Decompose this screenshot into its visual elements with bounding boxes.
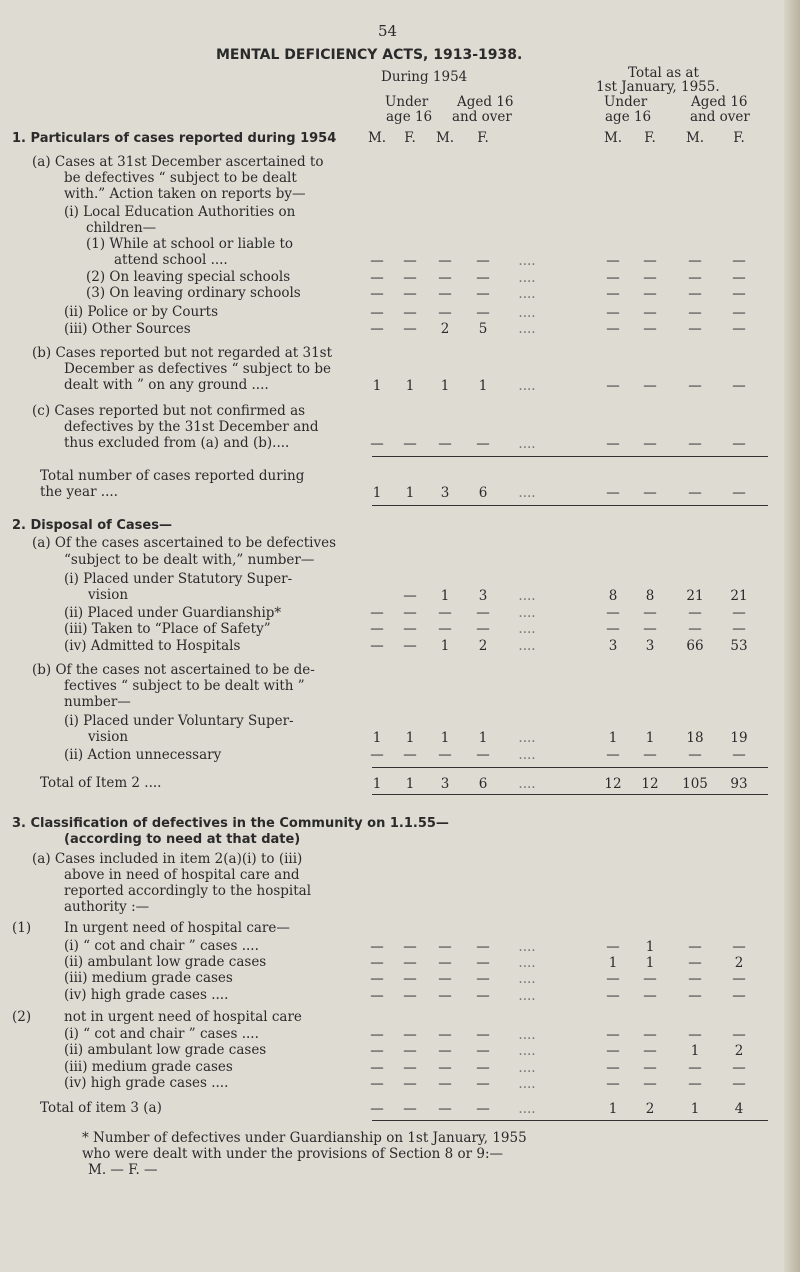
table-cell: — bbox=[403, 971, 417, 987]
header-andover-a: and over bbox=[452, 109, 512, 125]
s1-r3-label: (3) On leaving ordinary schools bbox=[86, 285, 301, 301]
table-cell: — bbox=[732, 378, 746, 394]
table-cell: 1 bbox=[440, 730, 450, 746]
leader-dots: .... bbox=[518, 588, 536, 604]
s3-n3-label: (iii) medium grade cases bbox=[64, 1059, 233, 1075]
table-cell: — bbox=[732, 939, 746, 955]
table-cell: — bbox=[403, 1027, 417, 1043]
table-cell: — bbox=[438, 605, 452, 621]
table-cell: — bbox=[732, 253, 746, 269]
table-cell: 2 bbox=[734, 955, 744, 971]
table-cell: — bbox=[476, 1060, 490, 1076]
table-cell: — bbox=[370, 955, 384, 971]
sex-header-6: M. bbox=[685, 130, 705, 146]
s1-end-rule bbox=[372, 505, 768, 506]
table-cell: 19 bbox=[730, 730, 748, 746]
footnote-line3: M. — F. — bbox=[88, 1162, 158, 1178]
table-cell: — bbox=[476, 939, 490, 955]
header-andover-b: and over bbox=[690, 109, 750, 125]
table-cell: — bbox=[732, 747, 746, 763]
leader-dots: .... bbox=[518, 321, 536, 337]
s3-a-line3: reported accordingly to the hospital bbox=[64, 883, 312, 899]
s2-bii-label: (ii) Action unnecessary bbox=[64, 747, 222, 763]
table-cell: 1 bbox=[405, 485, 415, 501]
header-total-1: Total as at bbox=[628, 65, 699, 81]
s1-riii-label: (iii) Other Sources bbox=[64, 321, 191, 337]
sex-header-7: F. bbox=[733, 130, 745, 146]
leader-dots: .... bbox=[518, 305, 536, 321]
s2-bi-line2: vision bbox=[88, 729, 129, 745]
table-cell: — bbox=[476, 286, 490, 302]
page-title: MENTAL DEFICIENCY ACTS, 1913-1938. bbox=[216, 47, 523, 63]
table-cell: — bbox=[732, 485, 746, 501]
table-cell: 3 bbox=[478, 588, 488, 604]
table-cell: — bbox=[370, 638, 384, 654]
table-cell: — bbox=[476, 1043, 490, 1059]
table-cell: — bbox=[403, 747, 417, 763]
table-cell: 21 bbox=[730, 588, 748, 604]
s1-r2-label: (2) On leaving special schools bbox=[86, 269, 291, 285]
table-cell: — bbox=[732, 321, 746, 337]
table-cell: — bbox=[370, 1060, 384, 1076]
s2-b-line2: fectives “ subject to be dealt with ” bbox=[64, 678, 305, 694]
table-cell: — bbox=[643, 1060, 657, 1076]
leader-dots: .... bbox=[518, 1043, 536, 1059]
table-cell: 8 bbox=[608, 588, 618, 604]
table-cell: — bbox=[688, 305, 702, 321]
table-cell: — bbox=[688, 253, 702, 269]
leader-dots: .... bbox=[518, 621, 536, 637]
table-cell: — bbox=[476, 605, 490, 621]
s3-u2-label: (ii) ambulant low grade cases bbox=[64, 954, 267, 970]
sex-header-5: F. bbox=[644, 130, 656, 146]
table-cell: — bbox=[403, 605, 417, 621]
table-cell: — bbox=[438, 286, 452, 302]
table-cell: 93 bbox=[730, 776, 748, 792]
table-cell: 4 bbox=[734, 1101, 744, 1117]
table-cell: — bbox=[438, 939, 452, 955]
sex-header-2: M. bbox=[435, 130, 455, 146]
table-cell: — bbox=[476, 971, 490, 987]
table-cell: — bbox=[688, 988, 702, 1004]
table-cell: — bbox=[403, 939, 417, 955]
leader-dots: .... bbox=[518, 1027, 536, 1043]
table-cell: — bbox=[606, 485, 620, 501]
table-cell: — bbox=[606, 1043, 620, 1059]
header-total-2: 1st January, 1955. bbox=[596, 79, 720, 95]
table-cell: — bbox=[643, 988, 657, 1004]
table-cell: — bbox=[643, 1076, 657, 1092]
footnote-line2: who were dealt with under the provisions of Section 8 or 9:— bbox=[82, 1146, 504, 1162]
table-cell: — bbox=[688, 485, 702, 501]
s3-a-line4: authority :— bbox=[64, 899, 150, 915]
s3-part2-number: (2) bbox=[12, 1009, 32, 1025]
table-cell: — bbox=[438, 747, 452, 763]
table-cell: — bbox=[643, 270, 657, 286]
leader-dots: .... bbox=[518, 1076, 536, 1092]
leader-dots: .... bbox=[518, 436, 536, 452]
table-cell: — bbox=[688, 1027, 702, 1043]
s1-total-line1: Total number of cases reported during bbox=[40, 468, 305, 484]
table-cell: — bbox=[606, 1076, 620, 1092]
table-cell: — bbox=[476, 621, 490, 637]
table-cell: — bbox=[370, 270, 384, 286]
table-cell: 2 bbox=[478, 638, 488, 654]
leader-dots: .... bbox=[518, 747, 536, 763]
table-cell: — bbox=[370, 605, 384, 621]
table-cell: — bbox=[732, 621, 746, 637]
table-cell: — bbox=[606, 621, 620, 637]
table-cell: — bbox=[370, 253, 384, 269]
s3-u3-label: (iii) medium grade cases bbox=[64, 970, 233, 986]
leader-dots: .... bbox=[518, 730, 536, 746]
table-cell: — bbox=[403, 253, 417, 269]
section-1-heading: 1. Particulars of cases reported during 1954 bbox=[12, 131, 337, 146]
table-cell: — bbox=[606, 605, 620, 621]
table-cell: — bbox=[688, 270, 702, 286]
table-cell: — bbox=[403, 588, 417, 604]
table-cell: — bbox=[606, 270, 620, 286]
table-cell: — bbox=[438, 621, 452, 637]
table-cell: 105 bbox=[682, 776, 708, 792]
table-cell: — bbox=[606, 971, 620, 987]
table-cell: 1 bbox=[690, 1043, 700, 1059]
table-cell: 1 bbox=[645, 730, 655, 746]
table-cell: — bbox=[438, 955, 452, 971]
table-cell: 1 bbox=[608, 730, 618, 746]
table-cell: — bbox=[688, 621, 702, 637]
table-cell: 18 bbox=[686, 730, 704, 746]
table-cell: — bbox=[370, 988, 384, 1004]
table-cell: 6 bbox=[478, 776, 488, 792]
table-cell: 2 bbox=[645, 1101, 655, 1117]
table-cell: — bbox=[732, 605, 746, 621]
table-cell: — bbox=[438, 971, 452, 987]
table-cell: — bbox=[643, 605, 657, 621]
header-under-b: Under bbox=[604, 94, 648, 110]
table-cell: — bbox=[476, 1076, 490, 1092]
table-cell: — bbox=[688, 605, 702, 621]
table-cell: 66 bbox=[686, 638, 704, 654]
sex-header-1: F. bbox=[404, 130, 416, 146]
table-cell: — bbox=[438, 1076, 452, 1092]
table-cell: — bbox=[643, 621, 657, 637]
table-cell: — bbox=[403, 286, 417, 302]
s2-end-rule bbox=[372, 794, 768, 795]
table-cell: — bbox=[370, 1076, 384, 1092]
table-cell: — bbox=[476, 305, 490, 321]
s3-n4-label: (iv) high grade cases .... bbox=[64, 1075, 229, 1091]
header-during: During 1954 bbox=[381, 69, 468, 85]
table-cell: 2 bbox=[440, 321, 450, 337]
table-cell: 1 bbox=[608, 1101, 618, 1117]
s1-i-line2: children— bbox=[86, 220, 157, 236]
s3-n2-label: (ii) ambulant low grade cases bbox=[64, 1042, 267, 1058]
table-cell: 8 bbox=[645, 588, 655, 604]
table-cell: — bbox=[606, 305, 620, 321]
table-cell: 21 bbox=[686, 588, 704, 604]
table-cell: — bbox=[643, 286, 657, 302]
table-cell: — bbox=[688, 971, 702, 987]
table-cell: — bbox=[403, 1043, 417, 1059]
s1-b-line3: dealt with ” on any ground .... bbox=[64, 377, 269, 393]
table-cell: 1 bbox=[405, 378, 415, 394]
table-cell: — bbox=[370, 305, 384, 321]
table-cell: — bbox=[643, 378, 657, 394]
table-cell: — bbox=[438, 1043, 452, 1059]
table-cell: 1 bbox=[645, 939, 655, 955]
s3-u1-label: (i) “ cot and chair ” cases .... bbox=[64, 938, 259, 954]
header-under-a: Under bbox=[385, 94, 429, 110]
leader-dots: .... bbox=[518, 286, 536, 302]
table-cell: — bbox=[370, 621, 384, 637]
table-cell: 12 bbox=[641, 776, 659, 792]
table-cell: — bbox=[606, 747, 620, 763]
table-cell: — bbox=[643, 971, 657, 987]
table-cell: — bbox=[643, 305, 657, 321]
table-cell: — bbox=[732, 988, 746, 1004]
table-cell: — bbox=[403, 1076, 417, 1092]
table-cell: — bbox=[403, 988, 417, 1004]
s3-total-label: Total of item 3 (a) bbox=[40, 1100, 162, 1116]
s3-u4-label: (iv) high grade cases .... bbox=[64, 987, 229, 1003]
page-number: 54 bbox=[378, 22, 398, 40]
table-cell: — bbox=[606, 378, 620, 394]
footnote-line1: * Number of defectives under Guardianship on 1st January, 1955 bbox=[82, 1130, 527, 1146]
s1-rii-label: (ii) Police or by Courts bbox=[64, 304, 218, 320]
table-cell: — bbox=[403, 305, 417, 321]
page-edge bbox=[784, 0, 800, 1272]
table-cell: 1 bbox=[608, 955, 618, 971]
table-cell: — bbox=[643, 436, 657, 452]
s2-aiv-label: (iv) Admitted to Hospitals bbox=[64, 638, 241, 654]
s2-b-line3: number— bbox=[64, 694, 131, 710]
table-cell: — bbox=[688, 747, 702, 763]
table-cell: — bbox=[370, 939, 384, 955]
table-cell: 1 bbox=[372, 776, 382, 792]
table-cell: 3 bbox=[440, 485, 450, 501]
s2-total-rule bbox=[372, 767, 768, 768]
table-cell: — bbox=[476, 988, 490, 1004]
s1-a-line1: (a) Cases at 31st December ascertained to bbox=[32, 154, 324, 170]
s2-aii-label: (ii) Placed under Guardianship* bbox=[64, 605, 282, 621]
table-cell: — bbox=[403, 638, 417, 654]
table-cell: — bbox=[643, 321, 657, 337]
table-cell: — bbox=[370, 1101, 384, 1117]
table-cell: — bbox=[643, 253, 657, 269]
table-cell: — bbox=[438, 253, 452, 269]
table-cell: — bbox=[688, 378, 702, 394]
leader-dots: .... bbox=[518, 485, 536, 501]
table-cell: — bbox=[438, 436, 452, 452]
table-cell: — bbox=[370, 286, 384, 302]
table-cell: — bbox=[606, 988, 620, 1004]
table-cell: 12 bbox=[604, 776, 622, 792]
s1-r1-line1: (1) While at school or liable to bbox=[86, 236, 294, 252]
table-cell: — bbox=[438, 988, 452, 1004]
table-cell: 1 bbox=[690, 1101, 700, 1117]
s2-ai-line1: (i) Placed under Statutory Super- bbox=[64, 571, 293, 587]
table-cell: — bbox=[370, 747, 384, 763]
table-cell: — bbox=[688, 286, 702, 302]
table-cell: 3 bbox=[608, 638, 618, 654]
s2-a-line1: (a) Of the cases ascertained to be defectives bbox=[32, 535, 336, 551]
table-cell: — bbox=[688, 1060, 702, 1076]
s1-b-line2: December as defectives “ subject to be bbox=[64, 361, 331, 377]
table-cell: — bbox=[643, 1027, 657, 1043]
table-cell: — bbox=[438, 1101, 452, 1117]
table-cell: — bbox=[606, 321, 620, 337]
table-cell: — bbox=[732, 1076, 746, 1092]
table-cell: — bbox=[438, 270, 452, 286]
table-cell: 2 bbox=[734, 1043, 744, 1059]
table-cell: — bbox=[606, 1027, 620, 1043]
table-cell: — bbox=[403, 436, 417, 452]
table-cell: — bbox=[403, 1060, 417, 1076]
section-3-heading: 3. Classification of defectives in the Community on 1.1.55— bbox=[12, 816, 449, 831]
table-cell: 1 bbox=[405, 776, 415, 792]
s1-r1-line2: attend school .... bbox=[114, 252, 228, 268]
table-cell: — bbox=[643, 1043, 657, 1059]
table-cell: — bbox=[438, 1060, 452, 1076]
s1-i-line1: (i) Local Education Authorities on bbox=[64, 204, 296, 220]
s3-part2-label: not in urgent need of hospital care bbox=[64, 1009, 302, 1025]
s3-n1-label: (i) “ cot and chair ” cases .... bbox=[64, 1026, 259, 1042]
s3-part1-label: In urgent need of hospital care— bbox=[64, 920, 290, 936]
table-cell: — bbox=[643, 747, 657, 763]
s1-b-line1: (b) Cases reported but not regarded at 31st bbox=[32, 345, 333, 361]
table-cell: — bbox=[688, 939, 702, 955]
table-cell: 1 bbox=[372, 485, 382, 501]
table-cell: — bbox=[606, 939, 620, 955]
table-cell: — bbox=[732, 270, 746, 286]
header-aged16-a: Aged 16 bbox=[457, 94, 514, 110]
table-cell: — bbox=[606, 253, 620, 269]
table-cell: 3 bbox=[440, 776, 450, 792]
table-cell: — bbox=[688, 1076, 702, 1092]
table-cell: 1 bbox=[372, 730, 382, 746]
s2-bi-line1: (i) Placed under Voluntary Super- bbox=[64, 713, 294, 729]
s3-part1-number: (1) bbox=[12, 920, 32, 936]
table-cell: — bbox=[476, 955, 490, 971]
table-cell: — bbox=[438, 1027, 452, 1043]
leader-dots: .... bbox=[518, 939, 536, 955]
table-cell: 1 bbox=[440, 378, 450, 394]
sex-header-0: M. bbox=[367, 130, 387, 146]
leader-dots: .... bbox=[518, 971, 536, 987]
table-cell: — bbox=[688, 955, 702, 971]
s2-a-line2: “subject to be dealt with,” number— bbox=[64, 552, 315, 568]
table-cell: — bbox=[403, 1101, 417, 1117]
table-cell: — bbox=[403, 270, 417, 286]
table-cell: 1 bbox=[478, 730, 488, 746]
table-cell: 5 bbox=[478, 321, 488, 337]
s2-total-label: Total of Item 2 .... bbox=[40, 775, 162, 791]
s1-c-line1: (c) Cases reported but not confirmed as bbox=[32, 403, 306, 419]
section-2-heading: 2. Disposal of Cases— bbox=[12, 518, 172, 533]
table-cell: — bbox=[732, 436, 746, 452]
leader-dots: .... bbox=[518, 955, 536, 971]
s1-c-line3: thus excluded from (a) and (b).... bbox=[64, 435, 290, 451]
table-cell: — bbox=[732, 1027, 746, 1043]
section-3-subheading: (according to need at that date) bbox=[64, 832, 301, 847]
leader-dots: .... bbox=[518, 988, 536, 1004]
table-cell: — bbox=[688, 321, 702, 337]
table-cell: — bbox=[403, 955, 417, 971]
s3-end-rule bbox=[372, 1120, 768, 1121]
s1-c-line2: defectives by the 31st December and bbox=[64, 419, 319, 435]
s2-ai-line2: vision bbox=[88, 587, 129, 603]
header-age16-a: age 16 bbox=[386, 109, 433, 125]
table-cell: — bbox=[370, 436, 384, 452]
leader-dots: .... bbox=[518, 270, 536, 286]
table-cell: 1 bbox=[372, 378, 382, 394]
table-cell: — bbox=[370, 1043, 384, 1059]
table-cell: — bbox=[688, 436, 702, 452]
table-cell: — bbox=[438, 305, 452, 321]
s3-a-line2: above in need of hospital care and bbox=[64, 867, 300, 883]
leader-dots: .... bbox=[518, 1101, 536, 1117]
s1-total-line2: the year .... bbox=[40, 484, 118, 500]
leader-dots: .... bbox=[518, 378, 536, 394]
table-cell: 3 bbox=[645, 638, 655, 654]
table-cell: — bbox=[732, 971, 746, 987]
leader-dots: .... bbox=[518, 776, 536, 792]
s1-a-line3: with.” Action taken on reports by— bbox=[64, 186, 306, 202]
leader-dots: .... bbox=[518, 253, 536, 269]
s2-b-line1: (b) Of the cases not ascertained to be de- bbox=[32, 662, 315, 678]
table-cell: — bbox=[403, 621, 417, 637]
table-cell: — bbox=[606, 1060, 620, 1076]
s1-total-rule bbox=[372, 456, 768, 457]
table-cell: — bbox=[370, 321, 384, 337]
s1-a-line2: be defectives “ subject to be dealt bbox=[64, 170, 297, 186]
table-cell: — bbox=[476, 253, 490, 269]
table-cell: 1 bbox=[645, 955, 655, 971]
table-cell: — bbox=[476, 1027, 490, 1043]
table-cell: — bbox=[370, 971, 384, 987]
sex-header-4: M. bbox=[603, 130, 623, 146]
s2-aiii-label: (iii) Taken to “Place of Safety” bbox=[64, 621, 271, 637]
table-cell: 1 bbox=[478, 378, 488, 394]
table-cell: — bbox=[732, 305, 746, 321]
table-cell: 1 bbox=[405, 730, 415, 746]
table-cell: — bbox=[732, 286, 746, 302]
table-cell: — bbox=[732, 1060, 746, 1076]
leader-dots: .... bbox=[518, 605, 536, 621]
sex-header-3: F. bbox=[477, 130, 489, 146]
table-cell: — bbox=[606, 436, 620, 452]
table-cell: 6 bbox=[478, 485, 488, 501]
table-cell: — bbox=[476, 436, 490, 452]
table-cell: — bbox=[370, 1027, 384, 1043]
s3-a-line1: (a) Cases included in item 2(a)(i) to (iii) bbox=[32, 851, 303, 867]
header-aged16-b: Aged 16 bbox=[691, 94, 748, 110]
table-cell: — bbox=[606, 286, 620, 302]
table-cell: — bbox=[643, 485, 657, 501]
table-cell: 53 bbox=[730, 638, 748, 654]
header-age16-b: age 16 bbox=[605, 109, 652, 125]
table-cell: — bbox=[476, 747, 490, 763]
table-cell: 1 bbox=[440, 588, 450, 604]
table-cell: — bbox=[476, 270, 490, 286]
table-cell: — bbox=[476, 1101, 490, 1117]
table-cell: 1 bbox=[440, 638, 450, 654]
table-cell: — bbox=[403, 321, 417, 337]
leader-dots: .... bbox=[518, 638, 536, 654]
leader-dots: .... bbox=[518, 1060, 536, 1076]
